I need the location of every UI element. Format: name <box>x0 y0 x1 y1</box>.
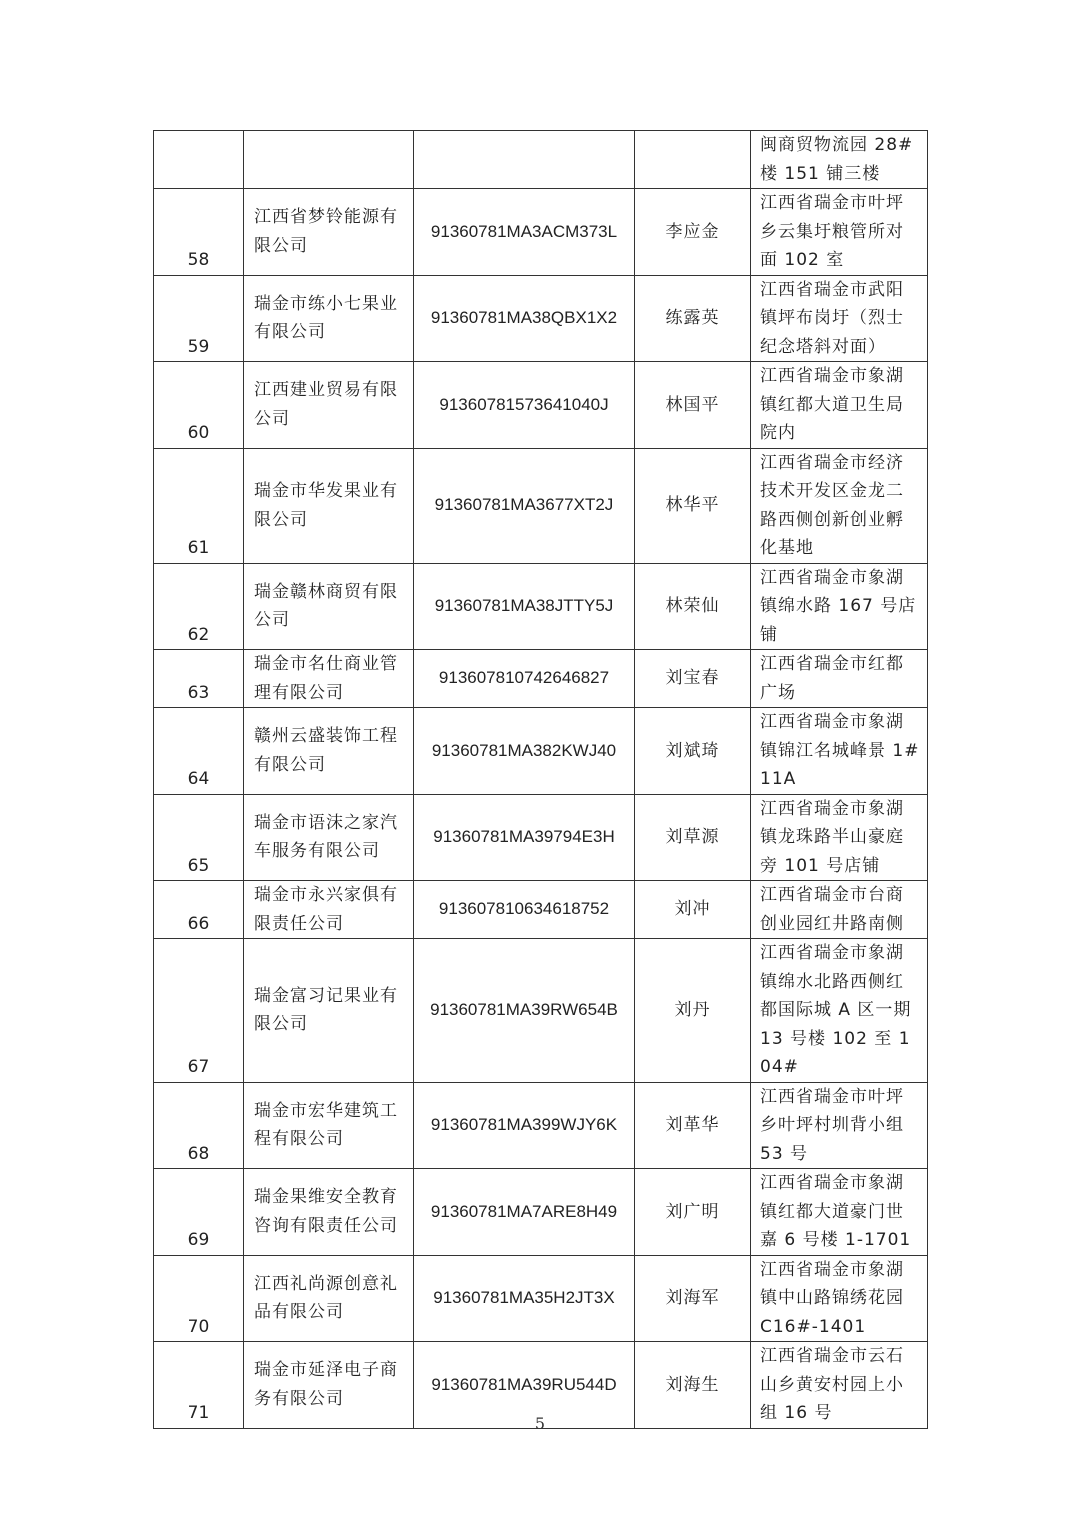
company-name: 瑞金市永兴家俱有限责任公司 <box>244 881 414 939</box>
company-name: 江西礼尚源创意礼品有限公司 <box>244 1255 414 1342</box>
table-row <box>154 189 928 276</box>
row-number: 61 <box>154 448 244 563</box>
company-name: 瑞金市练小七果业有限公司 <box>244 275 414 362</box>
row-number: 60 <box>154 362 244 449</box>
company-name: 瑞金市宏华建筑工程有限公司 <box>244 1082 414 1169</box>
row-number: 59 <box>154 275 244 362</box>
table-row <box>154 362 928 449</box>
table-row <box>154 708 928 795</box>
legal-representative: 林华平 <box>635 448 751 563</box>
legal-representative <box>635 131 751 189</box>
company-name <box>244 131 414 189</box>
table-row <box>154 650 928 708</box>
table-row <box>154 881 928 939</box>
company-name: 江西建业贸易有限公司 <box>244 362 414 449</box>
company-name: 瑞金富习记果业有限公司 <box>244 939 414 1083</box>
company-address: 江西省瑞金市象湖镇龙珠路半山豪庭旁 101 号店铺 <box>751 794 928 881</box>
table-row <box>154 1255 928 1342</box>
legal-representative: 刘海军 <box>635 1255 751 1342</box>
row-number: 64 <box>154 708 244 795</box>
legal-representative: 练露英 <box>635 275 751 362</box>
page-number: 5 <box>534 1414 546 1433</box>
company-name: 瑞金果维安全教育咨询有限责任公司 <box>244 1169 414 1256</box>
company-address: 江西省瑞金市台商创业园红井路南侧 <box>751 881 928 939</box>
legal-representative: 刘丹 <box>635 939 751 1083</box>
legal-representative: 刘斌琦 <box>635 708 751 795</box>
credit-code: 91360781MA38QBX1X2 <box>414 275 635 362</box>
table-row <box>154 131 928 189</box>
company-address: 江西省瑞金市叶坪乡云集圩粮管所对面 102 室 <box>751 189 928 276</box>
credit-code <box>414 131 635 189</box>
company-address: 江西省瑞金市象湖镇中山路锦绣花园 C16#-1401 <box>751 1255 928 1342</box>
legal-representative: 刘宝春 <box>635 650 751 708</box>
legal-representative: 刘草源 <box>635 794 751 881</box>
credit-code: 91360781MA399WJY6K <box>414 1082 635 1169</box>
row-number: 65 <box>154 794 244 881</box>
company-address: 江西省瑞金市红都广场 <box>751 650 928 708</box>
company-name: 瑞金赣林商贸有限公司 <box>244 563 414 650</box>
row-number: 63 <box>154 650 244 708</box>
row-number: 69 <box>154 1169 244 1256</box>
row-number: 66 <box>154 881 244 939</box>
credit-code: 91360781MA35H2JT3X <box>414 1255 635 1342</box>
legal-representative: 林国平 <box>635 362 751 449</box>
row-number: 68 <box>154 1082 244 1169</box>
credit-code: 91360781573641040J <box>414 362 635 449</box>
company-address: 江西省瑞金市象湖镇红都大道卫生局院内 <box>751 362 928 449</box>
credit-code: 91360781MA382KWJ40 <box>414 708 635 795</box>
credit-code: 91360781MA39RW654B <box>414 939 635 1083</box>
credit-code: 913607810742646827 <box>414 650 635 708</box>
credit-code: 913607810634618752 <box>414 881 635 939</box>
legal-representative: 李应金 <box>635 189 751 276</box>
legal-representative: 林荣仙 <box>635 563 751 650</box>
credit-code: 91360781MA7ARE8H49 <box>414 1169 635 1256</box>
company-address: 江西省瑞金市经济技术开发区金龙二路西侧创新创业孵化基地 <box>751 448 928 563</box>
table-row <box>154 448 928 563</box>
company-name: 赣州云盛装饰工程有限公司 <box>244 708 414 795</box>
credit-code: 91360781MA3677XT2J <box>414 448 635 563</box>
company-name: 瑞金市名仕商业管理有限公司 <box>244 650 414 708</box>
row-number: 70 <box>154 1255 244 1342</box>
legal-representative: 刘广明 <box>635 1169 751 1256</box>
company-address: 江西省瑞金市武阳镇坪布岗圩（烈士纪念塔斜对面） <box>751 275 928 362</box>
company-address: 江西省瑞金市象湖镇红都大道豪门世嘉 6 号楼 1-1701 <box>751 1169 928 1256</box>
company-address: 江西省瑞金市象湖镇绵水北路西侧红都国际城 A 区一期 13 号楼 102 至 104# <box>751 939 928 1083</box>
table-row <box>154 563 928 650</box>
table-row <box>154 1169 928 1256</box>
table-row <box>154 794 928 881</box>
row-number: 71 <box>154 1342 244 1429</box>
company-address: 江西省瑞金市象湖镇锦江名城峰景 1#11A <box>751 708 928 795</box>
enterprise-table <box>153 130 928 1429</box>
legal-representative: 刘革华 <box>635 1082 751 1169</box>
table-row <box>154 939 928 1083</box>
credit-code: 91360781MA39794E3H <box>414 794 635 881</box>
company-address: 江西省瑞金市云石山乡黄安村园上小组 16 号 <box>751 1342 928 1429</box>
company-address: 江西省瑞金市叶坪乡叶坪村圳背小组 53 号 <box>751 1082 928 1169</box>
company-name: 瑞金市华发果业有限公司 <box>244 448 414 563</box>
company-name: 瑞金市延泽电子商务有限公司 <box>244 1342 414 1429</box>
row-number: 58 <box>154 189 244 276</box>
company-name: 江西省梦铃能源有限公司 <box>244 189 414 276</box>
legal-representative: 刘冲 <box>635 881 751 939</box>
credit-code: 91360781MA39RU544D <box>414 1342 635 1429</box>
credit-code: 91360781MA3ACM373L <box>414 189 635 276</box>
company-name: 瑞金市语沫之家汽车服务有限公司 <box>244 794 414 881</box>
row-number: 62 <box>154 563 244 650</box>
company-address: 江西省瑞金市象湖镇绵水路 167 号店铺 <box>751 563 928 650</box>
row-number <box>154 131 244 189</box>
credit-code: 91360781MA38JTTY5J <box>414 563 635 650</box>
row-number: 67 <box>154 939 244 1083</box>
table-row <box>154 1082 928 1169</box>
company-address: 闽商贸物流园 28#楼 151 铺三楼 <box>751 131 928 189</box>
table-row <box>154 275 928 362</box>
legal-representative: 刘海生 <box>635 1342 751 1429</box>
